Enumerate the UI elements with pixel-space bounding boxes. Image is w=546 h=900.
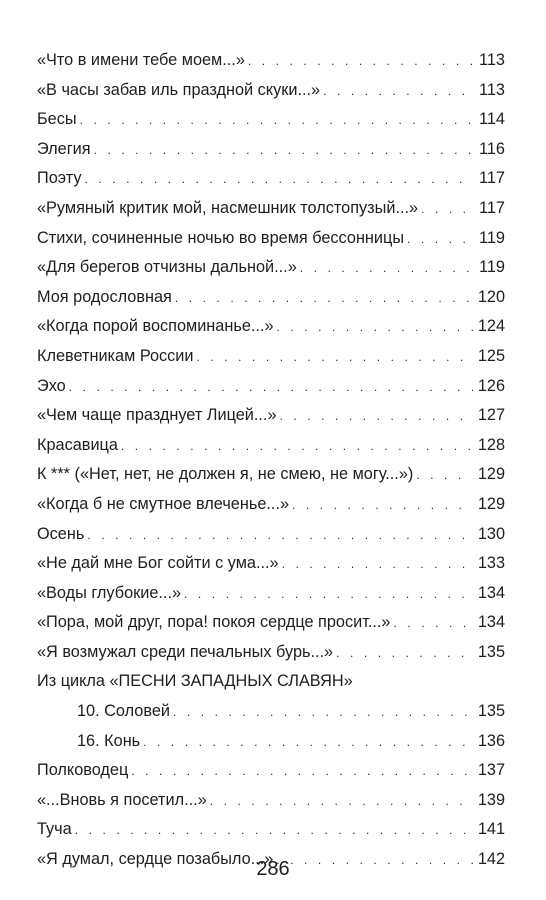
dot-leader xyxy=(94,136,473,166)
toc-entry-page: 133 xyxy=(477,554,505,573)
toc-entry-title: «...Вновь я посетил...» xyxy=(37,790,207,809)
page-number: 286 xyxy=(256,858,290,880)
toc-entry-title: К *** («Нет, нет, не должен я, не смею, не могу...») xyxy=(37,465,414,484)
toc-entry xyxy=(37,46,505,76)
toc-entry xyxy=(37,549,505,579)
toc-subentry xyxy=(37,697,505,727)
toc-entry-page: 119 xyxy=(479,228,505,247)
toc-entry-page: 124 xyxy=(477,317,505,336)
toc-section-heading xyxy=(37,667,505,697)
dot-leader xyxy=(300,254,473,284)
toc-section-title: Из цикла «ПЕСНИ ЗАПАДНЫХ СЛАВЯН» xyxy=(37,672,353,691)
dot-leader xyxy=(175,284,473,314)
toc-entry-title: Моя родословная xyxy=(37,287,172,306)
toc-entry-title: «Когда порой воспоминанье...» xyxy=(37,317,274,336)
toc-entry-page: 134 xyxy=(477,613,505,632)
dot-leader xyxy=(336,639,473,669)
toc-entry-title: Красавица xyxy=(37,435,118,454)
toc-entry xyxy=(37,401,505,431)
toc-entry-title: Элегия xyxy=(37,139,91,158)
dot-leader xyxy=(210,787,473,817)
dot-leader xyxy=(416,461,473,491)
toc-entry-title: Стихи, сочиненные ночью во время бессонницы xyxy=(37,228,405,247)
dot-leader xyxy=(277,313,474,343)
toc-entry-page: 120 xyxy=(477,287,505,306)
dot-leader xyxy=(184,580,473,610)
toc-entry-page: 113 xyxy=(479,80,505,99)
toc-entry-title: Полководец xyxy=(37,761,129,780)
dot-leader xyxy=(75,816,473,846)
toc-entry-title: «Пора, мой друг, пора! покоя сердце просит...» xyxy=(37,613,391,632)
toc-entry xyxy=(37,105,505,135)
toc-entry xyxy=(37,579,505,609)
toc-entry xyxy=(37,253,505,283)
toc-entry-title: Осень xyxy=(37,524,85,543)
dot-leader xyxy=(80,106,473,136)
dot-leader xyxy=(393,609,473,639)
toc-entry-page: 117 xyxy=(479,169,505,188)
toc-entry xyxy=(37,815,505,845)
toc-entry-title: «Когда б не смутное влеченье...» xyxy=(37,494,290,513)
dot-leader xyxy=(85,165,474,195)
toc-entry-title: Туча xyxy=(37,820,72,839)
toc-entry xyxy=(37,342,505,372)
toc-entry-title: «Для берегов отчизны дальной...» xyxy=(37,258,297,277)
dot-leader xyxy=(69,373,473,403)
toc-entry-page: 130 xyxy=(477,524,505,543)
toc-entry xyxy=(37,76,505,106)
toc-entry-title: «Что в имени тебе моем...» xyxy=(37,51,245,69)
dot-leader xyxy=(407,225,473,255)
toc-entry-page: 117 xyxy=(479,198,505,217)
toc-entry xyxy=(37,460,505,490)
toc-entry-page: 116 xyxy=(479,139,505,158)
toc-entry-page: 136 xyxy=(477,731,505,750)
toc-entry-title: 16. Конь xyxy=(77,731,141,750)
toc-entry-page: 137 xyxy=(477,761,505,780)
toc-entry-page: 139 xyxy=(477,790,505,809)
toc-entry xyxy=(37,520,505,550)
dot-leader xyxy=(292,491,473,521)
toc-entry-title: Клеветникам России xyxy=(37,346,194,365)
toc-entry xyxy=(37,608,505,638)
toc-entry xyxy=(37,638,505,668)
toc-entry-title: «Я думал, сердце позабыло...» xyxy=(37,850,274,869)
toc-entry-title: Поэту xyxy=(37,169,82,188)
toc-entry xyxy=(37,756,505,786)
toc-entry-page: 125 xyxy=(477,346,505,365)
dot-leader xyxy=(121,432,473,462)
toc-entry-page: 141 xyxy=(477,820,505,839)
dot-leader xyxy=(280,402,474,432)
toc-entry-page: 114 xyxy=(479,110,505,129)
toc-entry-page: 129 xyxy=(477,465,505,484)
toc-entry-page: 135 xyxy=(477,642,505,661)
toc-entry-page: 134 xyxy=(477,583,505,602)
toc-entry-title: «В часы забав иль праздной скуки...» xyxy=(37,80,321,99)
toc-entry xyxy=(37,283,505,313)
toc-entry-title: «Чем чаще празднует Лицей...» xyxy=(37,406,277,425)
toc-entry-title: Бесы xyxy=(37,110,77,129)
toc-entry-page: 113 xyxy=(479,51,505,69)
dot-leader xyxy=(421,195,473,225)
dot-leader xyxy=(323,77,473,107)
dot-leader xyxy=(173,698,473,728)
toc-entry-title: Эхо xyxy=(37,376,66,395)
toc-entry xyxy=(37,786,505,816)
toc-entry-title: «Не дай мне Бог сойти с ума...» xyxy=(37,554,279,573)
dot-leader xyxy=(282,550,473,580)
toc-entry-page: 127 xyxy=(477,406,505,425)
table-of-contents xyxy=(37,46,505,875)
toc-entry xyxy=(37,135,505,165)
toc-entry xyxy=(37,431,505,461)
toc-entry-title: «Румяный критик мой, насмешник толстопузый...» xyxy=(37,198,419,217)
toc-entry-page: 142 xyxy=(477,850,505,869)
toc-entry xyxy=(37,194,505,224)
toc-entry-title: 10. Соловей xyxy=(77,702,170,721)
toc-entry xyxy=(37,372,505,402)
toc-entry-title: «Воды глубокие...» xyxy=(37,583,182,602)
dot-leader xyxy=(248,47,473,77)
dot-leader xyxy=(87,521,473,551)
toc-entry xyxy=(37,312,505,342)
dot-leader xyxy=(131,757,473,787)
toc-entry-page: 126 xyxy=(477,376,505,395)
dot-leader xyxy=(143,728,473,758)
toc-entry-page: 129 xyxy=(477,494,505,513)
toc-entry xyxy=(37,164,505,194)
dot-leader xyxy=(196,343,473,373)
toc-entry-page: 119 xyxy=(479,258,505,277)
toc-entry xyxy=(37,490,505,520)
toc-subentry xyxy=(37,727,505,757)
toc-entry-title: «Я возмужал среди печальных бурь...» xyxy=(37,642,334,661)
toc-entry-page: 128 xyxy=(477,435,505,454)
toc-entry-page: 135 xyxy=(477,702,505,721)
toc-entry xyxy=(37,224,505,254)
